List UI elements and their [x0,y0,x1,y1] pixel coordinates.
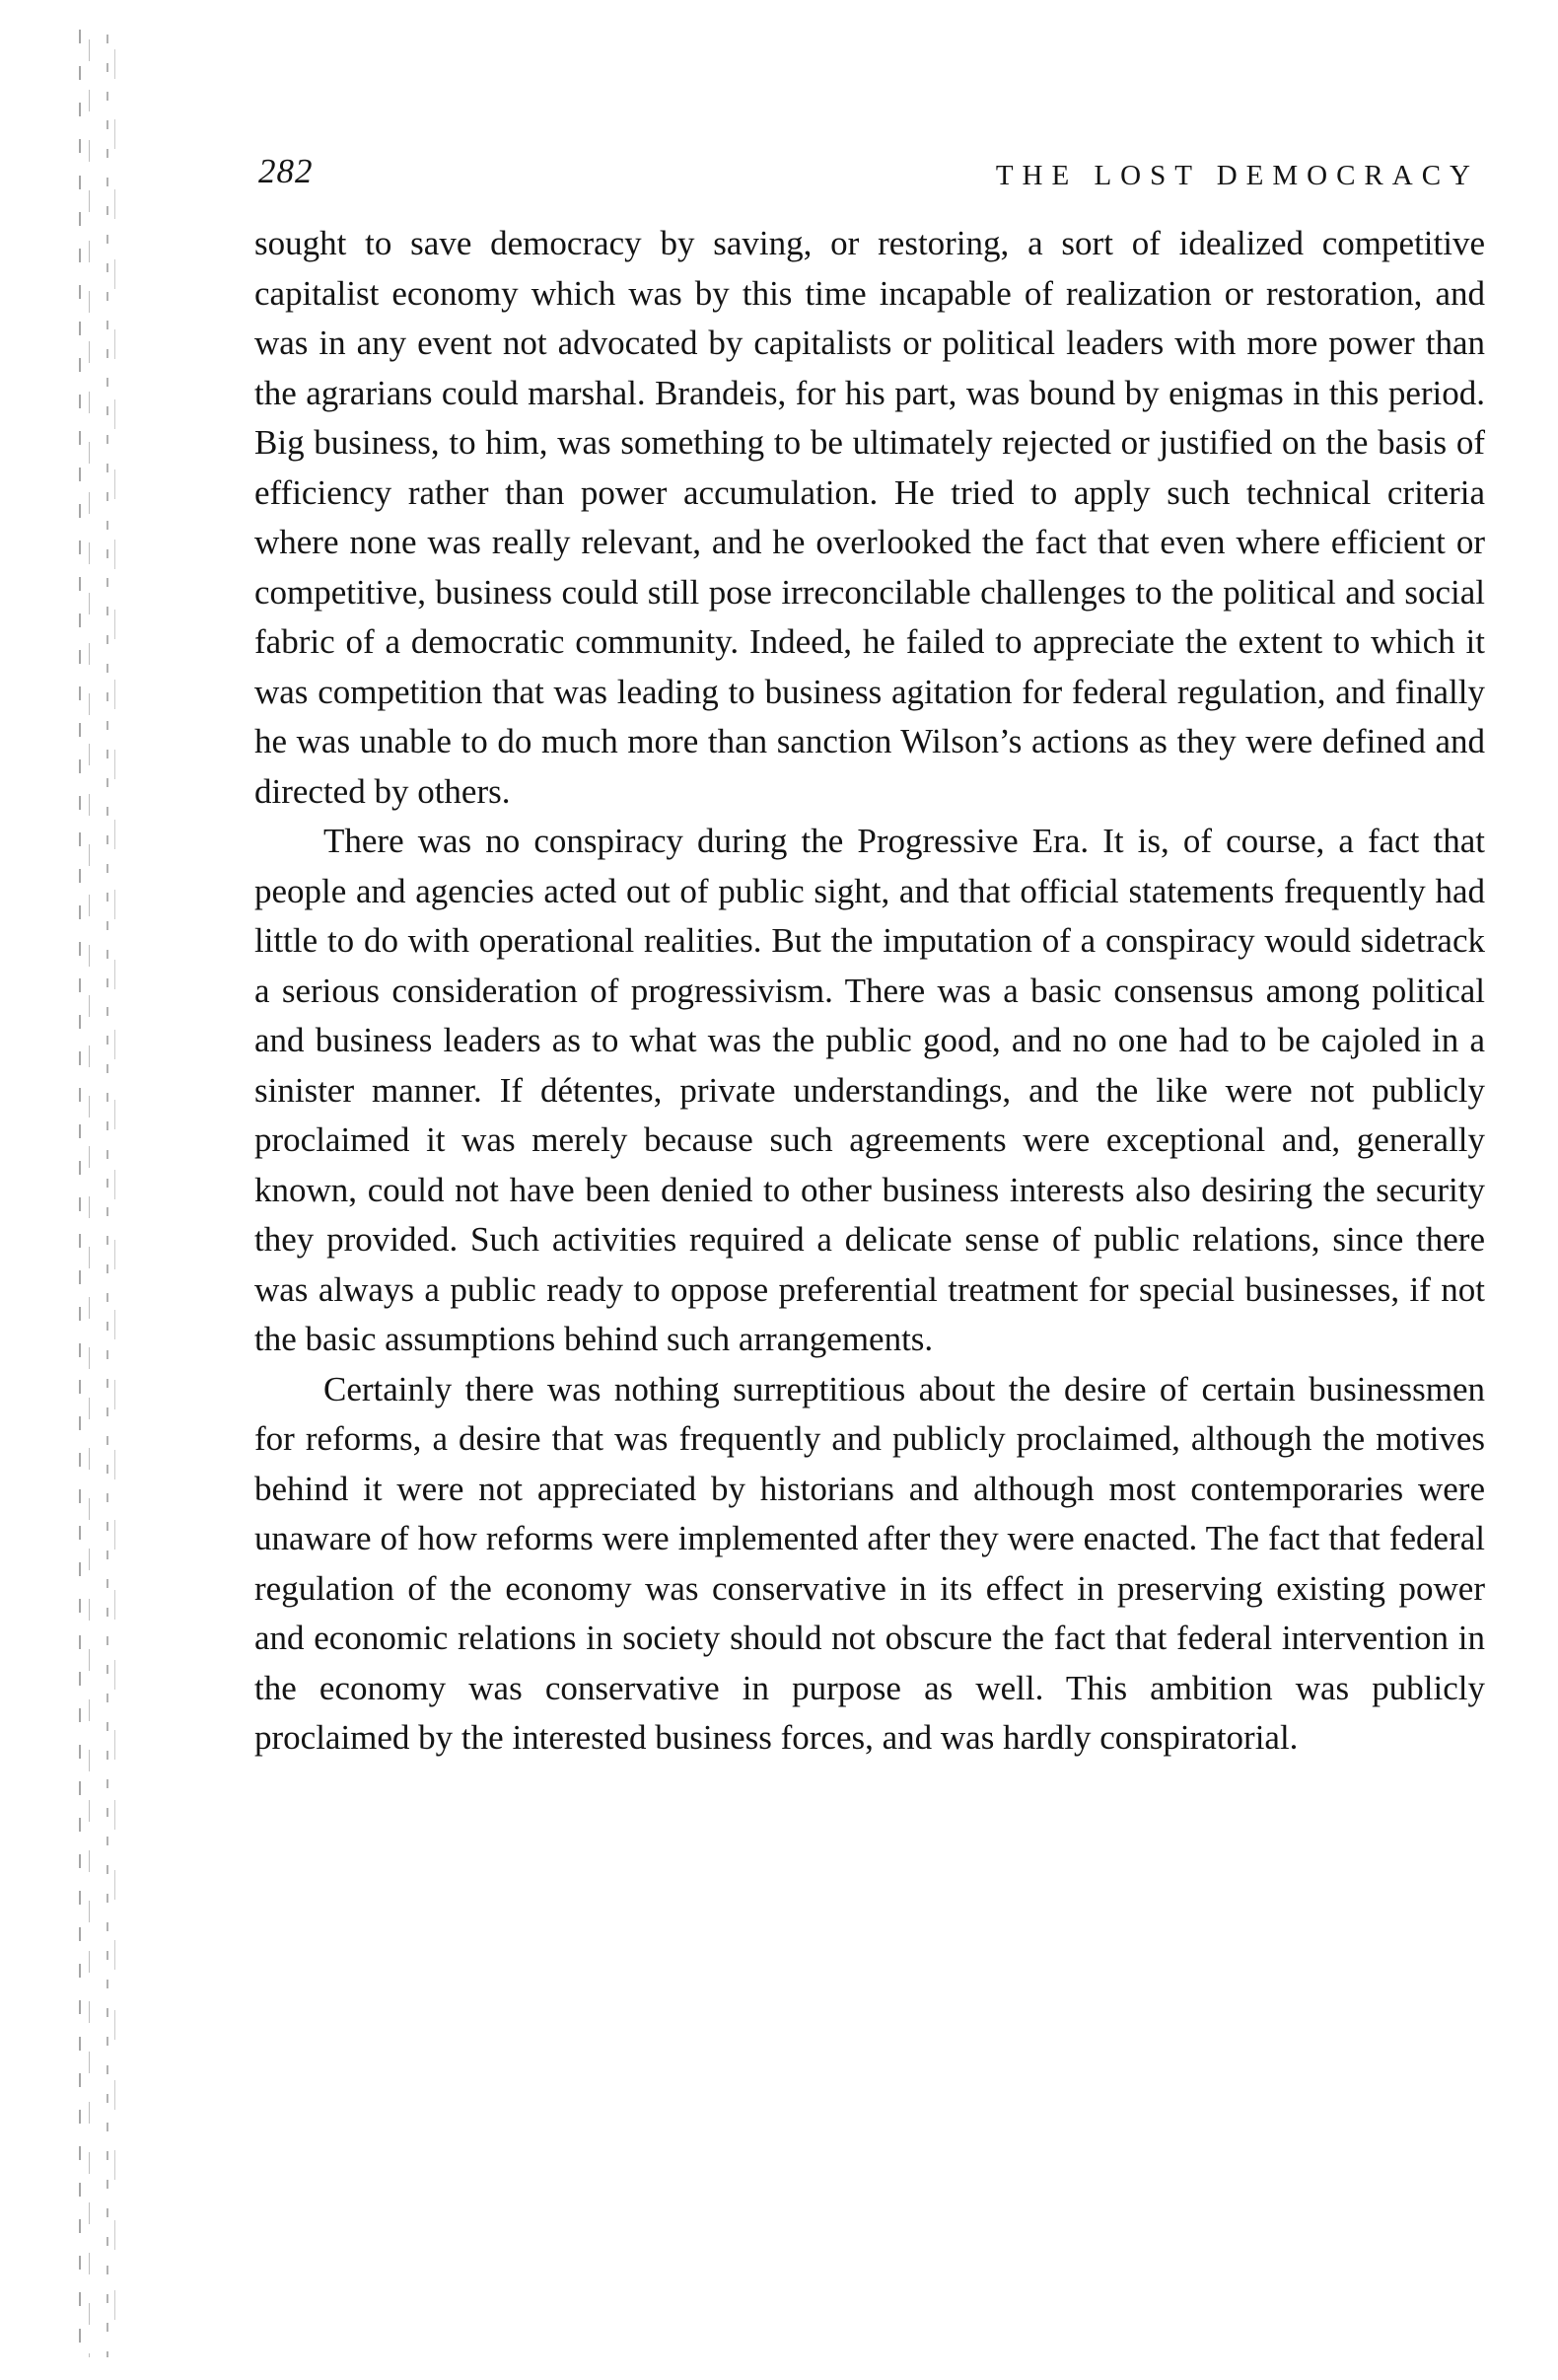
book-page [254,148,1485,1764]
paragraph-2: There was no conspiracy during the Progressive Era. It is, of course, a fact that people and agencies acted out of public sight, and that official statements frequently had little to do with operational realities. But the imputation of a conspiracy would sidetrack a serious consideration of progressivism. There was a basic consensus among political and business leaders as to what was the public good, and no one had to be cajoled in a sinister manner. If détentes, private understandings, and the like were not publicly proclaimed it was merely because such agreements were exceptional and, generally known, could not have been denied to other business interests also desiring the security they provided. Such activities required a delicate sense of public relations, since there was always a public ready to oppose preferential treatment for special businesses, if not the basic assumptions behind such arrangements. [254,822,1485,1358]
scan-gutter-marks [51,30,130,2357]
running-head [254,148,1485,207]
paragraph-1: sought to save democracy by saving, or restoring, a sort of idealized competitive capitalist economy which was by this time incapable of realization or restoration, and was in any event not advocated by capitalists or political leaders with more power than the agrarians could marshal. Brandeis, for his part, was bound by enigmas in this period. Big business, to him, was something to be ultimately rejected or justified on the basis of efficiency rather than power accumulation. He tried to apply such technical criteria where none was really relevant, and he overlooked the fact that even where efficient or competitive, business could still pose irreconcilable challenges to the political and social fabric of a democratic community. Indeed, he failed to appreciate the extent to which it was competition that was leading to business agitation for federal regulation, and finally he was unable to do much more than sanction Wilson’s actions as they were defined and directed by others. [254,224,1485,811]
page-number: 282 [258,152,314,190]
body-text [254,219,1485,1764]
paragraph-3: Certainly there was nothing surreptitious about the desire of certain businessmen for reforms, a desire that was frequently and publicly proclaimed, although the motives behind it were not appreciated by historians and although most contemporaries were unaware of how reforms were implemented after they were enacted. The fact that federal regulation of the economy was conservative in its effect in preserving existing power and economic relations in society should not obscure the fact that federal intervention in the economy was conservative in purpose as well. This ambition was publicly proclaimed by the interested business forces, and was hardly conspiratorial. [254,1369,1485,1757]
running-title: THE LOST DEMOCRACY [995,160,1479,191]
